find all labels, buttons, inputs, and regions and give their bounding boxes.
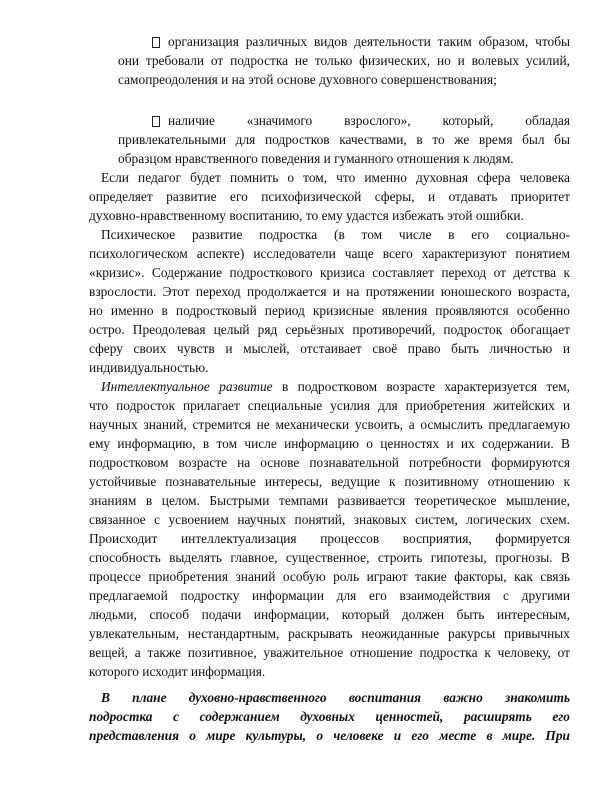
paragraph-3-line-5: подростковом возрасте на основе познавательной потребности формируются: [89, 455, 570, 470]
paragraph-4-line-3: представления о мире культуры, о человеке и его месте в мире. При: [89, 728, 570, 743]
paragraph-3-line-10: способность выделять главное, существенное, строить гипотезы, прогнозы. В: [89, 550, 570, 565]
paragraph-4-line-1: В плане духовно-нравственного воспитания важно знакомить: [101, 690, 570, 705]
bullet-2-line-1: наличие «значимого взрослого», который, обладая: [168, 113, 570, 128]
paragraph-1-line-2: определяет развитие его психофизической сферы, и отдавать приоритет: [89, 189, 570, 204]
bullet-1-line-3: самопреодоления и на этой основе духовного совершенствования;: [118, 72, 497, 87]
paragraph-3-line-3: научных знаний, стремится не механически усвоить, а осмыслить предлагаемую: [89, 417, 570, 432]
paragraph-1-line-3: духовно-нравственному воспитанию, то ему удастся избежать этой ошибки.: [89, 208, 524, 223]
paragraph-2-line-5: но именно в подростковый период кризисные явления проявляются особенно: [89, 303, 570, 318]
paragraph-3-line-12: предлагаемой подростку информации для его взаимодействия с другими: [89, 588, 570, 603]
paragraph-3-line-7: знаниям в целом. Быстрыми темпами развивается теоретическое мышление,: [89, 493, 570, 508]
bullet-marker-icon: [152, 116, 160, 127]
paragraph-2-line-7: сферу своих чувств и мыслей, отстаивает своё право быть личностью и: [89, 341, 570, 356]
paragraph-2-line-1: Психическое развитие подростка (в том числе в его социально-: [101, 227, 570, 242]
paragraph-3-lead-rest: в подростковом возрасте характеризуется тем,: [272, 379, 570, 394]
paragraph-3-line-11: процессе приобретения знаний особую роль играют такие факторы, как связь: [89, 569, 570, 584]
paragraph-2-line-8: индивидуальностью.: [89, 360, 209, 375]
bullet-2-line-2: привлекательными для подростков качествами, в то же время был бы: [118, 132, 570, 147]
paragraph-3-line-16: которого исходит информация.: [89, 664, 266, 679]
paragraph-2-line-4: взрослости. Этот переход продолжается и на протяжении юношеского возраста,: [89, 284, 570, 299]
bullet-marker-icon: [152, 37, 160, 48]
paragraph-3-line-1: [101, 378, 570, 396]
paragraph-3-line-6: устойчивые познавательные интересы, ведущие к позитивному отношению к: [89, 474, 570, 489]
paragraph-3-line-9: Происходит интеллектуализация процессов восприятия, формируется: [89, 531, 570, 546]
paragraph-1-line-1: Если педагог будет помнить о том, что именно духовная сфера человека: [101, 170, 570, 185]
bullet-1-line-1: организация различных видов деятельности таким образом, чтобы: [168, 34, 570, 49]
paragraph-2-line-3: «кризис». Содержание подросткового кризиса составляет переход от детства к: [89, 265, 570, 280]
bullet-2-line-3: образцом нравственного поведения и гуманного отношения к людям.: [118, 151, 514, 166]
paragraph-3-line-15: вещей, а также позитивное, уважительное отношение подростка к человеку, от: [89, 645, 570, 660]
paragraph-3-line-2: что подросток прилагает специальные усилия для приобретения житейских и: [89, 398, 570, 413]
paragraph-3-line-13: людьми, способ подачи информации, который должен быть интересным,: [89, 607, 570, 622]
intellectual-development-term: Интеллектуальное развитие: [101, 379, 273, 394]
paragraph-3-line-14: увлекательным, нестандартным, раскрывать неожиданные ракурсы привычных: [89, 626, 570, 641]
paragraph-2-line-6: остро. Преодолевая целый ряд серьёзных противоречий, подросток обогащает: [89, 322, 570, 337]
bullet-1-line-2: они требовали от подростка не только физических, но и волевых усилий,: [118, 53, 570, 68]
paragraph-3-line-8: связанное с усвоением научных понятий, знаковых систем, логических схем.: [89, 512, 570, 527]
paragraph-2-line-2: психологическом аспекте) исследователи чаще всего характеризуют понятием: [89, 246, 570, 261]
paragraph-4-line-2: подростка с содержанием духовных ценностей, расширять его: [89, 709, 570, 724]
paragraph-3-line-4: ему информацию, в том числе информацию о ценностях и их содержании. В: [89, 436, 570, 451]
